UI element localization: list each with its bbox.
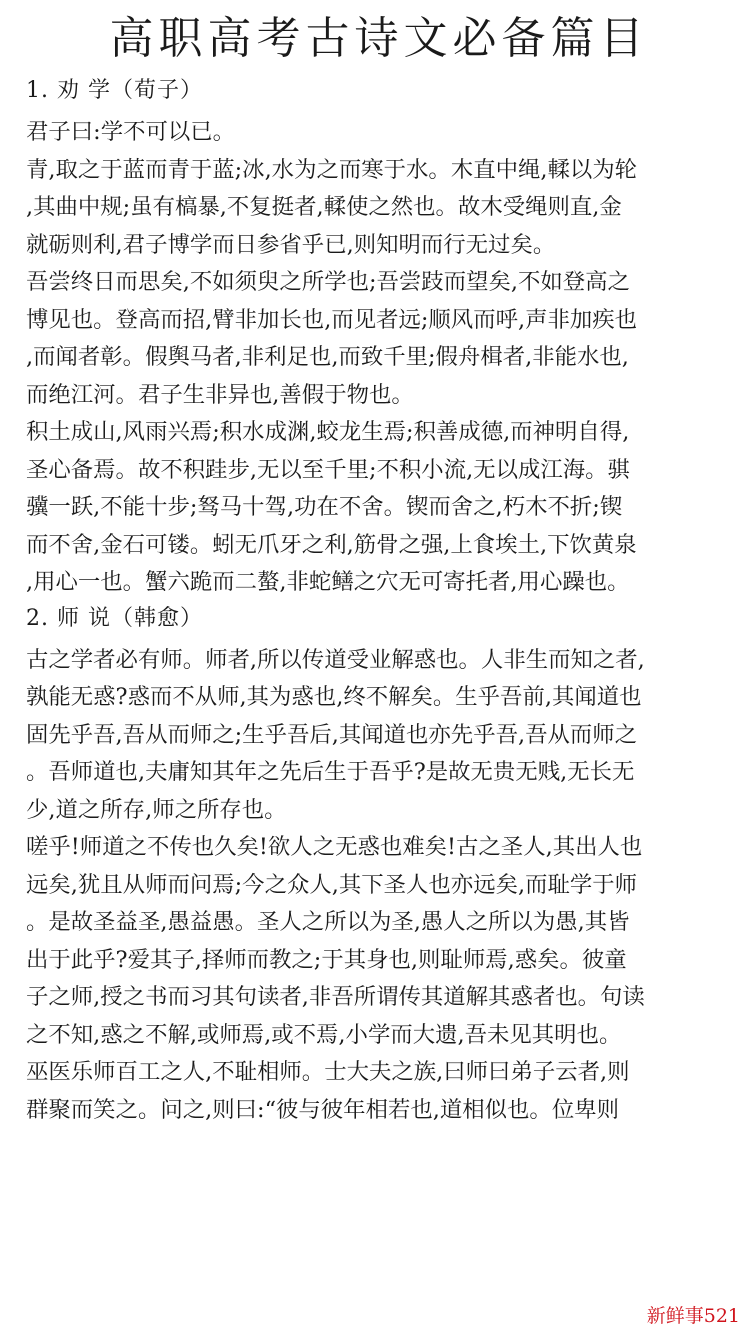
- text-line: ,而闻者彰。假舆马者,非利足也,而致千里;假舟楫者,非能水也,: [26, 344, 629, 370]
- section-shishuo: [26, 602, 732, 1130]
- text-line: 。是故圣益圣,愚益愚。圣人之所以为圣,愚人之所以为愚,其皆: [26, 909, 630, 935]
- text-line: 就砺则利,君子博学而日参省乎已,则知明而行无过矣。: [26, 231, 556, 258]
- text-line: 嗟乎!师道之不传也久矣!欲人之无惑也难矣!古之圣人,其出人也: [26, 834, 643, 860]
- text-line: 博见也。登高而招,臂非加长也,而见者远;顺风而呼,声非加疾也: [26, 306, 638, 333]
- text-line: 少,道之所存,师之所存也。: [26, 796, 287, 823]
- text-line: 吾尝终日而思矣,不如须臾之所学也;吾尝跂而望矣,不如登高之: [26, 269, 630, 295]
- text-line: 巫医乐师百工之人,不耻相师。士大夫之族,曰师曰弟子云者,则: [26, 1059, 630, 1085]
- text-line: 出于此乎?爱其子,择师而教之;于其身也,则耻师焉,惑矣。彼童: [26, 946, 627, 973]
- text-line: 之不知,惑之不解,或师焉,或不焉,小学而大遗,吾未见其明也。: [26, 1021, 622, 1048]
- text-line: 君子曰:学不可以已。: [26, 119, 236, 145]
- text-line: 固先乎吾,吾从而师之;生乎吾后,其闻道也亦先乎吾,吾从而师之: [26, 721, 638, 748]
- section-quanxue: [26, 74, 732, 602]
- text-line: 骥一跃,不能十步;驽马十驾,功在不舍。锲而舍之,朽木不折;锲: [26, 494, 623, 520]
- section-heading: 2. 师 说（韩愈）: [26, 605, 203, 631]
- paragraph: [26, 114, 732, 152]
- text-line: 子之师,授之书而习其句读者,非吾所谓传其道解其惑者也。句读: [26, 984, 645, 1010]
- text-line: ,其曲中规;虽有槁暴,不复挺者,輮使之然也。故木受绳则直,金: [26, 194, 622, 220]
- text-line: ,用心一也。蟹六跪而二螯,非蛇鳝之穴无可寄托者,用心躁也。: [26, 569, 630, 595]
- paragraph: [26, 642, 732, 830]
- text-line: 古之学者必有师。师者,所以传道受业解惑也。人非生而知之者,: [26, 646, 645, 673]
- text-line: 而绝江河。君子生非异也,善假于物也。: [26, 381, 414, 408]
- text-line: 孰能无惑?惑而不从师,其为惑也,终不解矣。生乎吾前,其闻道也: [26, 684, 642, 710]
- text-line: 青,取之于蓝而青于蓝;冰,水为之而寒于水。木直中绳,輮以为轮: [26, 156, 638, 183]
- watermark-text: 新鲜事521: [646, 1305, 740, 1327]
- paragraph: [26, 152, 732, 265]
- text-line: 圣心备焉。故不积跬步,无以至千里;不积小流,无以成江海。骐: [26, 456, 630, 483]
- text-line: 远矣,犹且从师而问焉;今之众人,其下圣人也亦远矣,而耻学于师: [26, 871, 638, 898]
- text-line: 。吾师道也,夫庸知其年之先后生于吾乎?是故无贵无贱,无长无: [26, 759, 635, 785]
- text-line: 群聚而笑之。问之,则曰:“彼与彼年相若也,道相似也。位卑则: [26, 1096, 619, 1123]
- text-line: 积土成山,风雨兴焉;积水成渊,蛟龙生焉;积善成德,而神明自得,: [26, 419, 630, 445]
- text-line: 而不舍,金石可镂。蚓无爪牙之利,筋骨之强,上食埃土,下饮黄泉: [26, 531, 637, 558]
- section-heading: 1. 劝 学（荀子）: [26, 78, 203, 103]
- paragraph: [26, 264, 732, 414]
- paragraph: [26, 829, 732, 1129]
- document-title: 高职高考古诗文必备篇目: [109, 13, 649, 64]
- paragraph: [26, 414, 732, 602]
